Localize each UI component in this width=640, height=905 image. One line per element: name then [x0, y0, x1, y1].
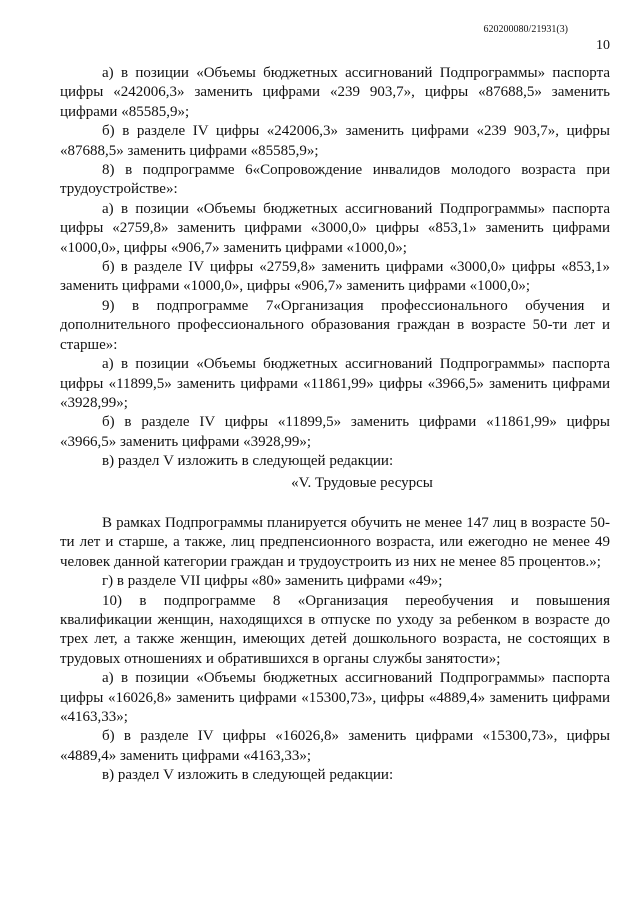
paragraph-item-9b: б) в разделе IV цифры «11899,5» заменить цифрами «11861,99» цифры «3966,5» заменить цифрами «3928,99»; [60, 414, 610, 450]
paragraph-8a: а) в позиции «Объемы бюджетных ассигнований Подпрограммы» паспорта цифры «242006,3» заменить цифрами «239 903,7», цифры «87688,5» заменить цифрами «85585,9»; [60, 65, 610, 120]
document-body [60, 64, 610, 786]
paragraph-item-10: 10) в подпрограмме 8 «Организация переобучения и повышения квалификации женщин, находящихся в отпуске по уходу за ребенком в возрасте до трех лет, а также женщин, имеющих детей дошкольного возраста, не состоящих в трудовых отношениях и обратившихся в органы службы занятости»; [60, 592, 610, 667]
paragraph-item-9a: а) в позиции «Объемы бюджетных ассигнований Подпрограммы» паспорта цифры «11899,5» заменить цифрами «11861,99» цифры «3966,5» заменить цифрами «3928,99»; [60, 356, 610, 411]
paragraph-item-10v: в) раздел V изложить в следующей редакции: [102, 767, 394, 784]
paragraph-item-9g: г) в разделе VII цифры «80» заменить цифрами «49»; [102, 573, 443, 590]
section-heading: «V. Трудовые ресурсы [291, 474, 433, 491]
paragraph-item-8a: а) в позиции «Объемы бюджетных ассигнований Подпрограммы» паспорта цифры «2759,8» заменить цифрами «3000,0» цифры «853,1» заменить цифрами «1000,0», цифры «906,7» заменить цифрами «1000,0»; [60, 200, 610, 256]
paragraph-item-8b: б) в разделе IV цифры «2759,8» заменить цифрами «3000,0» цифры «853,1» заменить цифрами «1000,0», цифры «906,7» заменить цифрами «1000,0»; [60, 259, 610, 295]
paragraph-item-9: 9) в подпрограмме 7«Организация профессионального обучения и дополнительного профессионального образования граждан в возрасте 50-ти лет и старше»: [60, 297, 610, 353]
paragraph-item-10a: а) в позиции «Объемы бюджетных ассигнований Подпрограммы» паспорта цифры «16026,8» заменить цифрами «15300,73», цифры «4889,4» заменить цифрами «4163,33»; [60, 670, 610, 725]
paragraph-item-9v: в) раздел V изложить в следующей редакции: [102, 453, 394, 470]
document-code: 620200080/21931(3) [483, 24, 568, 35]
page-number: 10 [596, 38, 610, 53]
section-spacer [60, 493, 610, 514]
paragraph-section-text: В рамках Подпрограммы планируется обучить не менее 147 лиц в возрасте 50-ти лет и старше, а также, лиц предпенсионного возраста, или ежегодно не менее 49 человек данной категории граждан и трудоустроить из них не менее 85 процентов.»; [60, 514, 610, 570]
paragraph-8b: б) в разделе IV цифры «242006,3» заменить цифрами «239 903,7», цифры «87688,5» заменить цифрами «85585,9»; [60, 123, 610, 159]
paragraph-item-8: 8) в подпрограмме 6«Сопровождение инвалидов молодого возраста при трудоустройстве»: [60, 162, 610, 198]
paragraph-item-10b: б) в разделе IV цифры «16026,8» заменить цифрами «15300,73», цифры «4889,4» заменить цифрами «4163,33»; [60, 728, 610, 764]
